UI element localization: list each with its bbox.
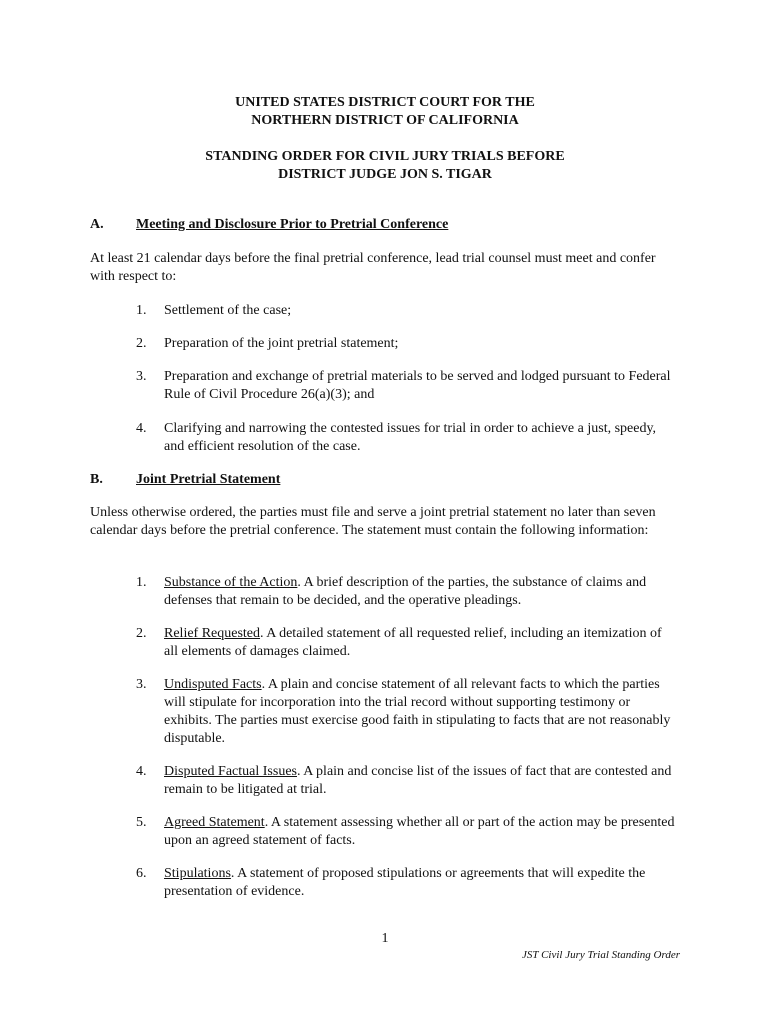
list-item-number: 3. [136, 677, 147, 692]
list-item-number: 3. [136, 369, 147, 384]
list-item-description: . A statement assessing whether all or part of the action may be presented upon an agreed statement of facts. [164, 815, 675, 848]
section-a-letter: A. [90, 217, 104, 232]
list-item-description: . A statement of proposed stipulations or agreements that will expedite the presentation of evidence. [164, 866, 646, 899]
court-caption [0, 94, 770, 130]
order-title [0, 148, 770, 184]
list-item-text [164, 763, 676, 799]
list-item-description: . A plain and concise list of the issues of fact that are contested and remain to be litigated at trial. [164, 764, 672, 797]
list-item-number: 2. [136, 626, 147, 641]
list-item-number: 5. [136, 815, 147, 830]
section-b-intro: Unless otherwise ordered, the parties must file and serve a joint pretrial statement no later than seven calendar days before the pretrial conference. The statement must contain the following information: [90, 505, 656, 538]
list-item [136, 420, 676, 456]
list-item-text [164, 625, 676, 661]
list-item [136, 574, 676, 610]
order-title-line1: STANDING ORDER FOR CIVIL JURY TRIALS BEFORE [205, 149, 565, 164]
list-item [136, 302, 676, 320]
section-b-letter: B. [90, 472, 103, 487]
list-item-number: 1. [136, 303, 147, 318]
list-item [136, 763, 676, 799]
section-a-intro: At least 21 calendar days before the final pretrial conference, lead trial counsel must meet and confer with respect to: [90, 251, 656, 284]
list-item [136, 625, 676, 661]
list-item-label: Relief Requested [164, 626, 261, 641]
footer-document-name: JST Civil Jury Trial Standing Order [522, 949, 680, 961]
list-item-description: . A brief description of the parties, the substance of claims and defenses that remain to be decided, and the operative pleadings. [164, 575, 647, 608]
list-item-label: Substance of the Action [164, 575, 298, 590]
list-item-text: Settlement of the case; [164, 303, 292, 318]
list-item-number: 4. [136, 764, 147, 779]
list-item-label: Stipulations [164, 866, 231, 881]
section-a-heading [90, 216, 448, 234]
list-item [136, 335, 676, 353]
list-item-number: 1. [136, 575, 147, 590]
section-a-title: Meeting and Disclosure Prior to Pretrial Conference [136, 217, 449, 232]
list-item [136, 865, 676, 901]
section-b-title: Joint Pretrial Statement [136, 472, 281, 487]
list-item-text: Preparation and exchange of pretrial materials to be served and lodged pursuant to Federal Rule of Civil Procedure 26(a)(3); and [164, 369, 671, 402]
list-item-text [164, 865, 676, 901]
list-item-label: Disputed Factual Issues [164, 764, 297, 779]
court-name-line1: UNITED STATES DISTRICT COURT FOR THE [235, 95, 535, 110]
page-number: 1 [381, 931, 389, 946]
list-item [136, 676, 676, 748]
court-name-line2: NORTHERN DISTRICT OF CALIFORNIA [251, 113, 519, 128]
list-item [136, 814, 676, 850]
list-item-description: . A detailed statement of all requested relief, including an itemization of all elements of damages claimed. [164, 626, 662, 659]
list-item-description: . A plain and concise statement of all relevant facts to which the parties will stipulate for incorporation into the trial record without supporting testimony or exhibits. The parties must exercise good faith in stipulating to facts that are not reasonably disputable. [164, 677, 671, 746]
list-item-number: 2. [136, 336, 147, 351]
list-item-text [164, 574, 676, 610]
list-item-text [164, 676, 676, 748]
list-item-text: Clarifying and narrowing the contested issues for trial in order to achieve a just, speedy, and efficient resolution of the case. [164, 421, 657, 454]
list-item-number: 6. [136, 866, 147, 881]
order-title-line2: DISTRICT JUDGE JON S. TIGAR [278, 167, 492, 182]
list-item [136, 368, 676, 404]
section-b-heading [90, 471, 280, 489]
list-item-number: 4. [136, 421, 147, 436]
list-item-label: Agreed Statement [164, 815, 265, 830]
list-item-text [164, 814, 676, 850]
list-item-text: Preparation of the joint pretrial statement; [164, 336, 399, 351]
list-item-label: Undisputed Facts [164, 677, 262, 692]
